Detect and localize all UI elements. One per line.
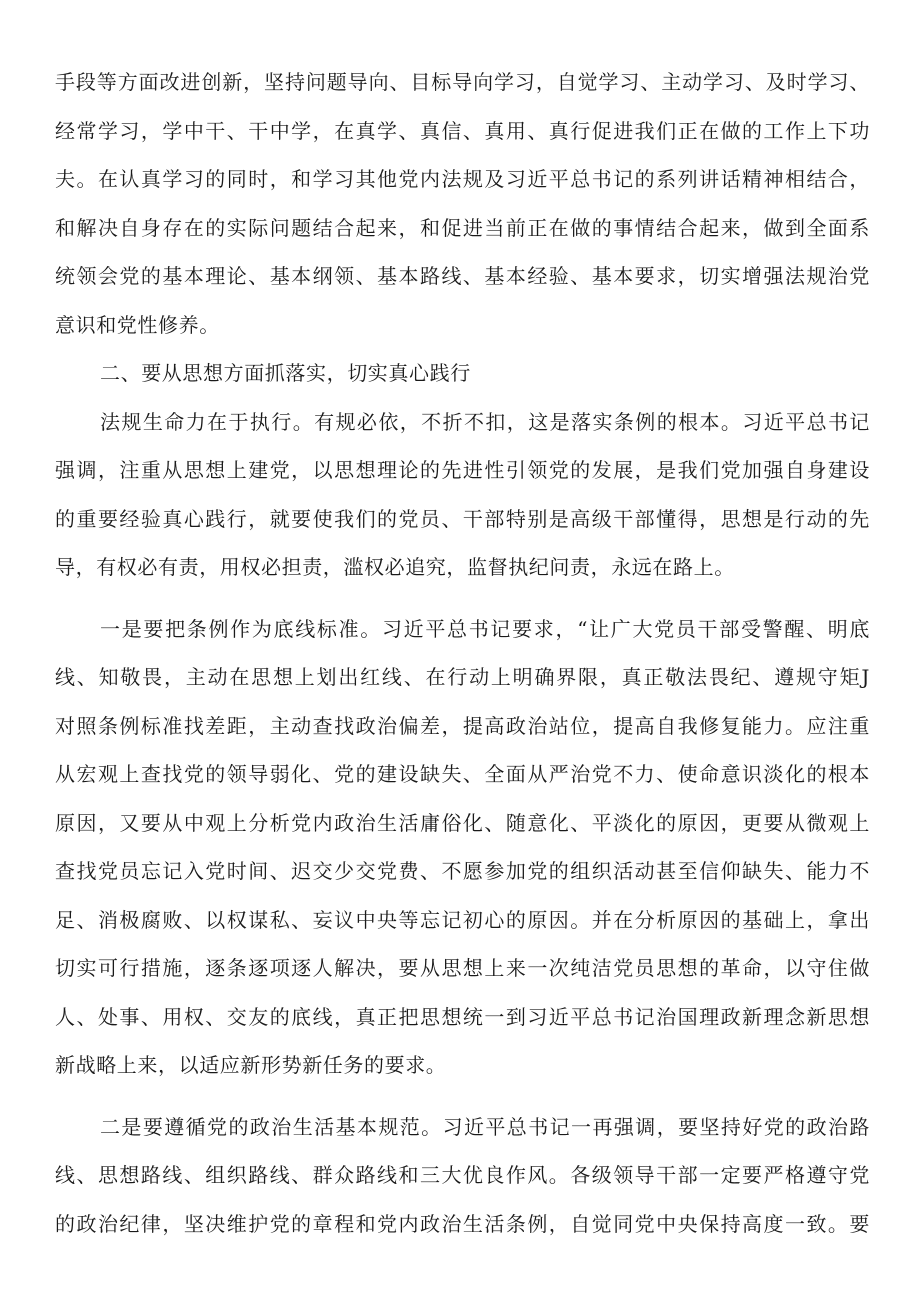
text-line: 强调，注重从思想上建党，以思想理论的先进性引领党的发展，是我们党加强自身建设 [55,458,870,482]
paragraph [55,1103,870,1249]
text-line: 经常学习，学中干、干中学，在真学、真信、真用、真行促进我们正在做的工作上下功 [55,118,870,143]
text-line: 导，有权必有责，用权必担责，滥权必追究，监督执纪问责，永远在路上。 [55,555,735,579]
paragraph [55,398,870,592]
text-line: 和解决自身存在的实际问题结合起来，和促进当前正在做的事情结合起来，做到全面系 [55,215,870,240]
text-line: 查找党员忘记入党时间、迟交少交党费、不愿参加党的组织活动甚至信仰缺失、能力不 [55,859,870,883]
text-line: 的政治纪律，坚决维护党的章程和党内政治生活条例，自觉同党中央保持高度一致。要 [55,1211,870,1236]
text-line: 法规生命力在于执行。有规必依，不折不扣，这是落实条例的根本。习近平总书记 [100,409,870,434]
text-line: 手段等方面改进创新，坚持问题导向、目标导向学习，自觉学习、主动学习、及时学习、 [55,70,870,94]
heading-line: 二、要从思想方面抓落实，切实真心践行 [100,361,471,385]
section-heading [55,349,870,398]
text-line: 的重要经验真心践行，就要使我们的党员、干部特别是高级干部懂得，思想是行动的先 [55,506,870,531]
text-line: 统领会党的基本理论、基本纲领、基本路线、基本经验、基本要求，切实增强法规治党 [55,264,870,288]
text-line: 切实可行措施，逐条逐项逐人解决，要从思想上来一次纯洁党员思想的革命，以守住做 [55,956,870,980]
text-line: 线、知敬畏，主动在思想上划出红线、在行动上明确界限，真正敬法畏纪、遵规守矩J [55,665,870,689]
text-line: 一是要把条例作为底线标准。习近平总书记要求，“让广大党员干部受警醒、明底 [100,616,870,641]
paragraph [55,58,870,349]
text-line: 原因，又要从中观上分析党内政治生活庸俗化、随意化、平淡化的原因，更要从微观上 [55,810,870,835]
text-line: 从宏观上查找党的领导弱化、党的建设缺失、全面从严治党不力、使命意识淡化的根本 [55,762,870,786]
text-line: 夫。在认真学习的同时，和学习其他党内法规及习近平总书记的系列讲话精神相结合， [55,167,870,191]
paragraph [55,605,870,1090]
text-line: 线、思想路线、组织路线、群众路线和三大优良作风。各级领导干部一定要严格遵守党 [55,1163,870,1187]
document-page [55,58,870,1248]
text-line: 对照条例标准找差距，主动查找政治偏差，提高政治站位，提高自我修复能力。应注重 [55,713,870,738]
text-line: 意识和党性修养。 [55,312,220,337]
text-line: 人、处事、用权、交友的底线，真正把思想统一到习近平总书记治国理政新理念新思想 [55,1004,870,1029]
text-line: 二是要遵循党的政治生活基本规范。习近平总书记一再强调，要坚持好党的政治路 [100,1114,870,1139]
text-line: 足、消极腐败、以权谋私、妄议中央等忘记初心的原因。并在分析原因的基础上，拿出 [55,907,870,932]
text-line: 新战略上来，以适应新形势新任务的要求。 [55,1053,447,1077]
